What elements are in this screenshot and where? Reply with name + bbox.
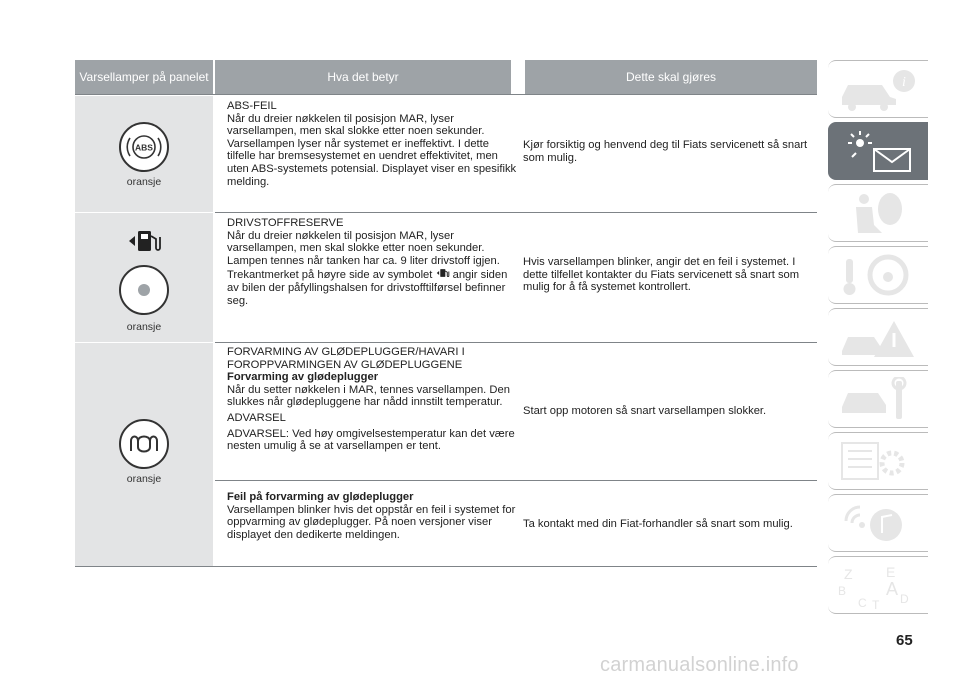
tab-warning-lights[interactable] <box>828 122 928 180</box>
glow-warning-title: ADVARSEL <box>227 411 286 424</box>
svg-text:T: T <box>872 598 880 609</box>
svg-text:D: D <box>900 592 909 606</box>
fuel-warning-lamp <box>119 265 169 315</box>
svg-text:E: E <box>886 564 896 580</box>
fuel-color-caption: oransje <box>126 321 162 333</box>
technical-data-icon <box>838 439 918 485</box>
tab-multimedia[interactable] <box>828 494 928 552</box>
fuel-symbol-note-part1: Trekantmerket på høyre side av symbolet <box>227 269 433 282</box>
header-meaning <box>215 60 511 94</box>
fuel-symbol-note-part2: angir siden av bilen der påfyllingshalsen for drivstofftilførsel befinner seg. <box>227 269 508 307</box>
header-indicator-label: Varsellamper på panelet <box>79 69 209 84</box>
tab-starting-driving[interactable] <box>828 246 928 304</box>
glow-meaning-title-2: FOROPPVARMINGEN AV GLØDEPLUGGENE <box>227 358 463 371</box>
rule <box>75 566 817 567</box>
rule <box>215 480 817 481</box>
maintenance-icon <box>838 377 918 423</box>
fuel-action-text: Hvis varsellampen blinker, angir det en feil i systemet. I dette tilfellet kontakter du Fiats servicenett så snart som mulig for å få systemet kontrollert. <box>523 256 800 294</box>
tab-index[interactable] <box>828 556 928 614</box>
glow-fault-subtitle: Feil på forvarming av glødeplugger <box>227 491 414 503</box>
index-az-icon <box>838 563 918 609</box>
header-indicator <box>75 60 213 94</box>
abs-action-text: Kjør forsiktig og henvend deg til Fiats servicenett så snart som mulig. <box>523 139 808 164</box>
svg-text:B: B <box>838 584 847 598</box>
tab-technical-data[interactable] <box>828 432 928 490</box>
glow-fault-text: Varsellampen blinker hvis det oppstår en feil i systemet for oppvarming av glødeplugger. På noen versjoner viser displayet den dedikerte meldingen. <box>227 503 516 541</box>
header-action-label: Dette skal gjøres <box>625 69 717 84</box>
svg-text:A: A <box>886 579 899 599</box>
fuel-meaning <box>227 217 517 307</box>
abs-meaning-text: Når du dreier nøkkelen til posisjon MAR, lyser varsellampen, men skal slokke etter noen sekunder. Varsellampen lyser når systemet er ineffektivt. I dette tilfelle har bremsesystemet en uendret effektivitet, men uten ABS-systemets potensial. Displayet viser en spesifikk melding. <box>227 112 517 188</box>
emergency-icon <box>838 315 918 361</box>
page-number: 65 <box>896 632 913 649</box>
fuel-symbol-inline-icon <box>436 267 450 279</box>
header-meaning-label: Hva det betyr <box>327 69 399 84</box>
tab-maintenance[interactable] <box>828 370 928 428</box>
abs-color-caption: oransje <box>126 176 162 188</box>
rule <box>215 342 817 343</box>
fuel-reserve-icon <box>127 228 163 254</box>
watermark-text: carmanualsonline.info <box>600 654 799 676</box>
warning-lights-messages-icon <box>838 129 918 175</box>
glow-meaning-text: Når du setter nøkkelen i MAR, tennes varsellampen. Den slukkes når glødepluggene har nådd innstilt temperatur. <box>227 383 510 409</box>
multimedia-icon <box>838 501 918 547</box>
rule <box>215 212 817 213</box>
svg-text:i: i <box>902 75 906 90</box>
fuel-meaning-symbol-note <box>227 267 517 307</box>
tab-emergency[interactable] <box>828 308 928 366</box>
glow-plug-icon <box>119 419 169 469</box>
glow-meaning <box>227 346 517 453</box>
glow-warning-text: ADVARSEL: Ved høy omgivelsestemperatur kan det være nesten umulig å se at varsellampen er tent. <box>227 427 515 453</box>
abs-meaning <box>227 100 517 188</box>
svg-text:Z: Z <box>844 566 853 582</box>
abs-badge-text: ABS <box>135 142 153 153</box>
fuel-meaning-text: Når du dreier nøkkelen til posisjon MAR, lyser varsellampen, men skal slokke etter noen sekunder. Lampen tennes når tanken har ca. 9 liter drivstoff igjen. <box>227 229 500 267</box>
glow-meaning-title-1: FORVARMING AV GLØDEPLUGGER/HAVARI I <box>227 346 465 358</box>
rule <box>75 94 817 95</box>
glow-meaning-subtitle: Forvarming av glødeplugger <box>227 371 379 384</box>
header-action <box>525 60 817 94</box>
glow-fault-meaning <box>227 491 517 541</box>
starting-driving-icon <box>838 253 918 299</box>
tab-car-info[interactable] <box>828 60 928 118</box>
glow-color-caption: oransje <box>126 473 162 485</box>
fuel-meaning-title: DRIVSTOFFRESERVE <box>227 217 344 229</box>
car-info-icon <box>838 67 918 113</box>
tab-safety[interactable] <box>828 184 928 242</box>
abs-warning-icon <box>119 122 169 172</box>
glow-fault-action-text: Ta kontakt med din Fiat-forhandler så snart som mulig. <box>523 518 793 530</box>
abs-meaning-title: ABS-FEIL <box>227 100 277 112</box>
glow-action-text: Start opp motoren så snart varsellampen slokker. <box>523 405 767 417</box>
svg-text:C: C <box>858 596 867 609</box>
safety-airbag-icon <box>838 191 918 237</box>
